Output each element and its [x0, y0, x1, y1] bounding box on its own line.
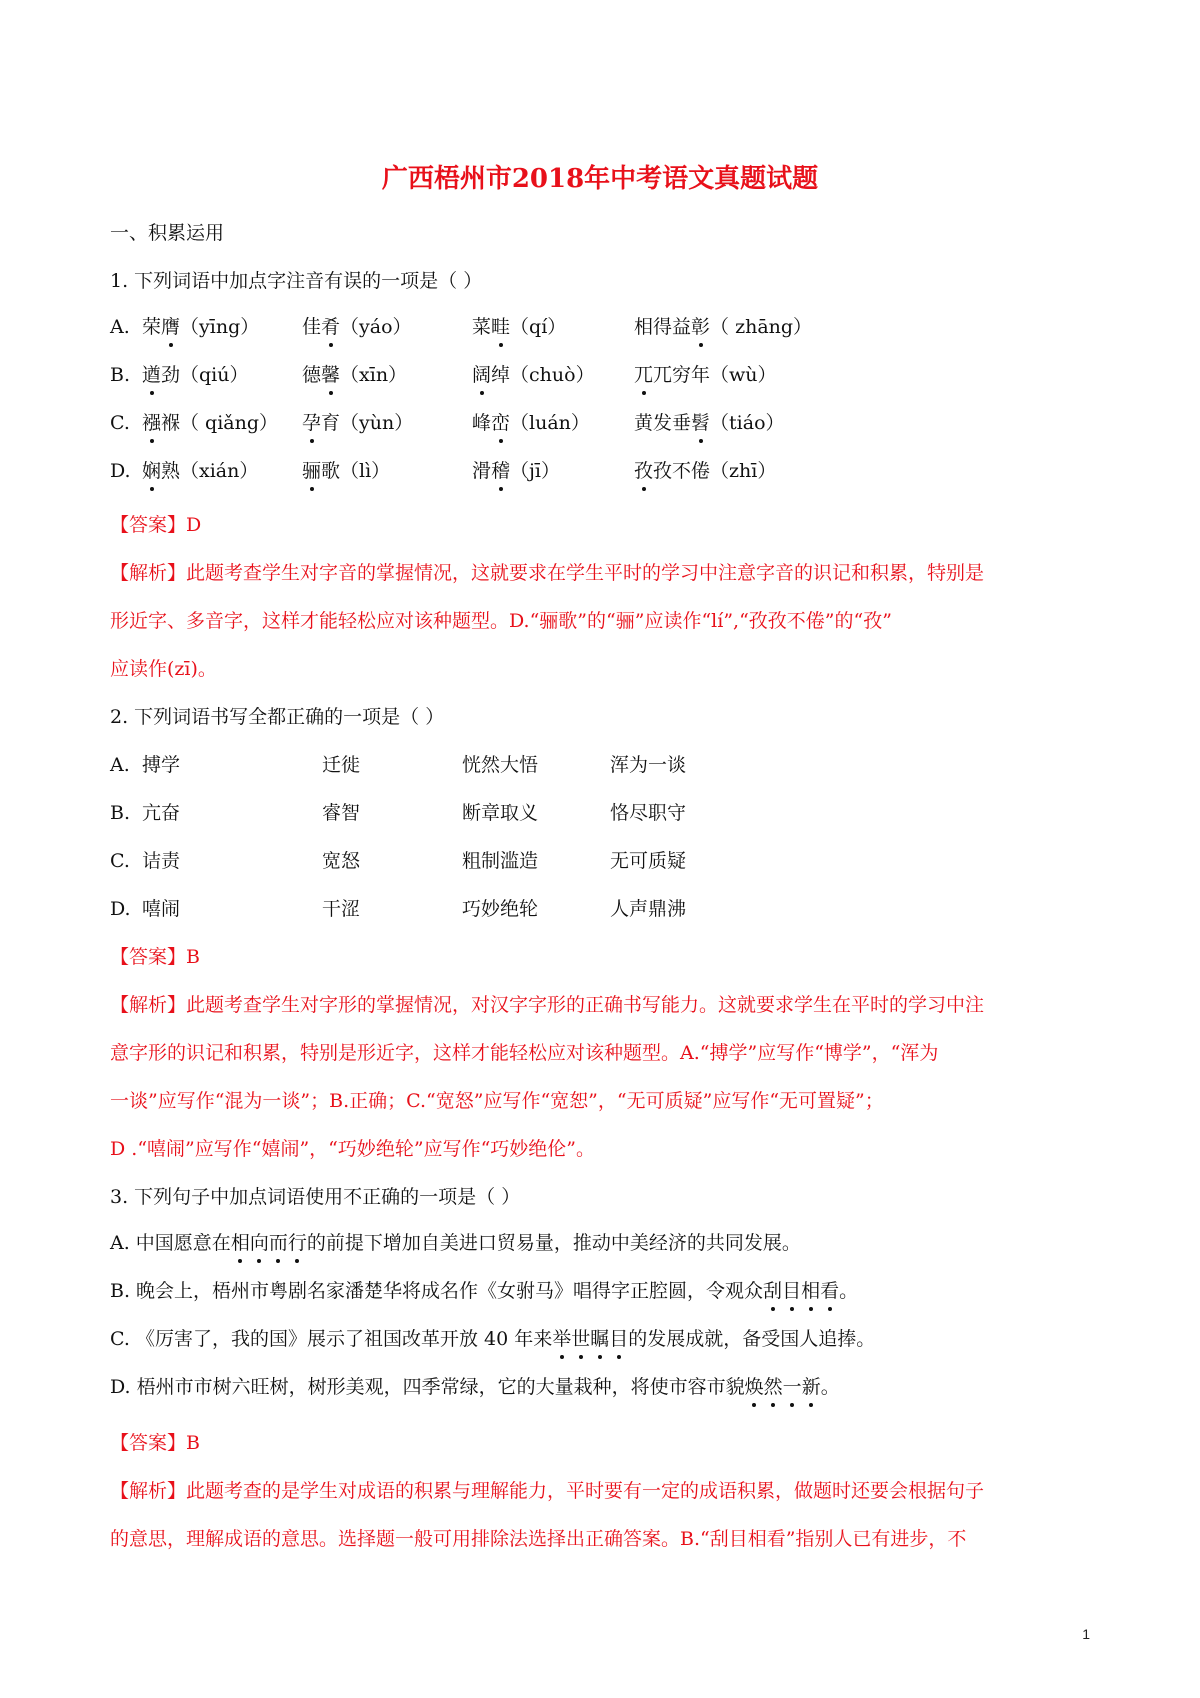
emphasis-char: 遒 [142, 364, 162, 386]
text-segment: 人声鼎沸 [610, 898, 687, 920]
text-segment [302, 362, 407, 388]
q3-option-c [110, 1326, 875, 1352]
text-segment: D. 梧州市市树六旺树，树形美观，四季常绿，它的大量栽种，将使市容市貌 [110, 1376, 745, 1398]
text-segment: 。 [839, 1280, 859, 1302]
text-segment: 的发展成就，备受国人追捧。 [628, 1328, 876, 1350]
text-segment: A. 中国愿意在 [110, 1232, 231, 1254]
text-segment: （tiáo） [710, 412, 785, 434]
text-segment: （yáo） [340, 316, 412, 338]
emphasis-char: 髫 [691, 412, 711, 434]
text-segment [472, 410, 590, 436]
text-segment: 兀穷年（wù） [653, 364, 777, 386]
text-segment: B. [110, 364, 131, 386]
text-segment: 宽怒 [322, 850, 361, 872]
text-segment: 粗制滥造 [462, 850, 539, 872]
text-segment [142, 362, 249, 388]
text-segment: 搏学 [142, 754, 181, 776]
text-segment: C. [110, 850, 130, 872]
text-segment: 绰（chuò） [491, 364, 595, 386]
emphasis-char: 而 [268, 1232, 288, 1254]
text-segment: B. [110, 802, 131, 824]
text-segment: （jī） [510, 460, 560, 482]
text-segment [142, 458, 258, 484]
emphasis-char: 骊 [302, 460, 322, 482]
emphasis-char: 刮 [763, 1280, 783, 1302]
section-heading: 一、积累运用 [110, 222, 225, 244]
emphasis-char: 馨 [321, 364, 341, 386]
text-segment [634, 410, 785, 436]
emphasis-char: 兀 [634, 364, 654, 386]
emphasis-char: 孕 [302, 412, 322, 434]
text-segment [634, 314, 812, 340]
text-segment: 菜 [472, 316, 492, 338]
emphasis-char: 膺 [161, 316, 181, 338]
text-segment: （qí） [510, 316, 567, 338]
emphasis-char: 世 [571, 1328, 591, 1350]
page-title: 广西梧州市2018年中考语文真题试题 [381, 164, 819, 194]
text-segment: 无可质疑 [610, 850, 687, 872]
emphasis-char: 彰 [691, 316, 711, 338]
text-segment: 恪尽职守 [610, 802, 687, 824]
text-segment: 劲（qiú） [161, 364, 249, 386]
emphasis-char: 目 [609, 1328, 629, 1350]
dotted-phrase [231, 1232, 307, 1254]
text-segment: 滑 [472, 460, 492, 482]
q1-analysis-line: 形近字、多音字，这样才能轻松应对该种题型。D.“骊歌”的“骊”应读作“lí”,“孜孜不倦”的“孜” [110, 610, 892, 632]
text-segment [302, 314, 412, 340]
q3-analysis-line: 的意思，理解成语的意思。选择题一般可用排除法选择出正确答案。B.“刮目相看”指别人已有进步，不 [110, 1528, 967, 1550]
q3-stem: 3. 下列句子中加点词语使用不正确的一项是（ ） [110, 1186, 521, 1208]
text-segment: 。 [820, 1376, 840, 1398]
text-segment: C. [110, 412, 130, 434]
emphasis-char: 稽 [491, 460, 511, 482]
text-segment [142, 410, 278, 436]
text-segment: 德 [302, 364, 322, 386]
text-segment: （xīn） [340, 364, 408, 386]
emphasis-char: 相 [230, 1232, 250, 1254]
emphasis-char: 娴 [142, 460, 162, 482]
q3-analysis-line: 【解析】此题考查的是学生对成语的积累与理解能力，平时要有一定的成语积累，做题时还要会根据句子 [110, 1480, 985, 1502]
emphasis-char: 目 [782, 1280, 802, 1302]
text-segment: （yīng） [180, 316, 260, 338]
emphasis-char: 畦 [491, 316, 511, 338]
q2-answer: 【答案】B [110, 946, 200, 968]
q1-analysis-line: 应读作(zī)。 [110, 658, 217, 680]
text-segment: 熟（xián） [161, 460, 259, 482]
text-segment [472, 314, 566, 340]
emphasis-char: 然 [763, 1376, 783, 1398]
emphasis-char: 孜 [634, 460, 654, 482]
emphasis-char: 向 [249, 1232, 269, 1254]
q1-stem: 1. 下列词语中加点字注音有误的一项是（ ） [110, 270, 483, 292]
dotted-phrase [745, 1376, 821, 1398]
q3-option-d [110, 1374, 840, 1400]
text-segment [472, 362, 595, 388]
text-segment: 峰 [472, 412, 492, 434]
emphasis-char: 新 [801, 1376, 821, 1398]
q3-option-a [110, 1230, 801, 1256]
text-segment: 相得益 [634, 316, 692, 338]
emphasis-char: 阔 [472, 364, 492, 386]
text-segment [302, 458, 390, 484]
dotted-phrase [552, 1328, 628, 1350]
text-segment: 嘻闹 [142, 898, 181, 920]
q2-analysis-line: 意字形的识记和积累，特别是形近字，这样才能轻松应对该种题型。A.“搏学”应写作“博学”，“浑为 [110, 1042, 939, 1064]
q3-option-b [110, 1278, 858, 1304]
text-segment: A. [110, 316, 130, 338]
q2-stem: 2. 下列词语书写全都正确的一项是（ ） [110, 706, 445, 728]
text-segment: 睿智 [322, 802, 361, 824]
text-segment [302, 410, 413, 436]
text-segment [634, 362, 777, 388]
text-segment: C. 《厉害了，我的国》展示了祖国改革开放 40 年来 [110, 1328, 553, 1350]
text-segment: 歌（lì） [321, 460, 391, 482]
emphasis-char: 肴 [321, 316, 341, 338]
text-segment: 佳 [302, 316, 322, 338]
text-segment: 诘责 [142, 850, 181, 872]
text-segment [634, 458, 776, 484]
q1-analysis-line: 【解析】此题考查学生对字音的掌握情况，这就要求在学生平时的学习中注意字音的识记和积累，特别是 [110, 562, 985, 584]
emphasis-char: 举 [552, 1328, 572, 1350]
text-segment: 的前提下增加自美进口贸易量，推动中美经济的共同发展。 [306, 1232, 801, 1254]
text-segment: 孜不倦（zhī） [653, 460, 777, 482]
emphasis-char: 看 [820, 1280, 840, 1302]
dotted-phrase [763, 1280, 839, 1302]
text-segment: 恍然大悟 [462, 754, 539, 776]
q2-analysis-line: 【解析】此题考查学生对字形的掌握情况，对汉字字形的正确书写能力。这就要求学生在平时的学习中注 [110, 994, 985, 1016]
page-number: 1 [1082, 1626, 1090, 1642]
text-segment: 育（yùn） [321, 412, 414, 434]
text-segment: 断章取义 [462, 802, 539, 824]
emphasis-char: 瞩 [590, 1328, 610, 1350]
q1-answer: 【答案】D [110, 514, 202, 536]
text-segment: （luán） [510, 412, 590, 434]
emphasis-char: 峦 [491, 412, 511, 434]
emphasis-char: 相 [801, 1280, 821, 1302]
q2-analysis-line: D .“嘻闹”应写作“嬉闹”，“巧妙绝轮”应写作“巧妙绝伦”。 [110, 1138, 596, 1160]
text-segment [142, 314, 259, 340]
emphasis-char: 行 [287, 1232, 307, 1254]
text-segment: A. [110, 754, 130, 776]
text-segment: 荣 [142, 316, 162, 338]
text-segment: 黄发垂 [634, 412, 692, 434]
text-segment: 褓（ qiǎng） [161, 412, 279, 434]
q3-answer: 【答案】B [110, 1432, 200, 1454]
text-segment: 迁徙 [322, 754, 361, 776]
emphasis-char: 襁 [142, 412, 162, 434]
text-segment: D. [110, 460, 131, 482]
text-segment: 巧妙绝轮 [462, 898, 539, 920]
text-segment: （ zhāng） [710, 316, 813, 338]
text-segment: B. 晚会上，梧州市粤剧名家潘楚华将成名作《女驸马》唱得字正腔圆，令观众 [110, 1280, 764, 1302]
text-segment: 干涩 [322, 898, 361, 920]
text-segment: D. [110, 898, 131, 920]
emphasis-char: 焕 [744, 1376, 764, 1398]
emphasis-char: 一 [782, 1376, 802, 1398]
q2-analysis-line: 一谈”应写作“混为一谈”；B.正确；C.“宽怒”应写作“宽恕”，“无可质疑”应写作“无可置疑”； [110, 1090, 884, 1112]
text-segment [472, 458, 560, 484]
text-segment: 亢奋 [142, 802, 181, 824]
text-segment: 浑为一谈 [610, 754, 687, 776]
